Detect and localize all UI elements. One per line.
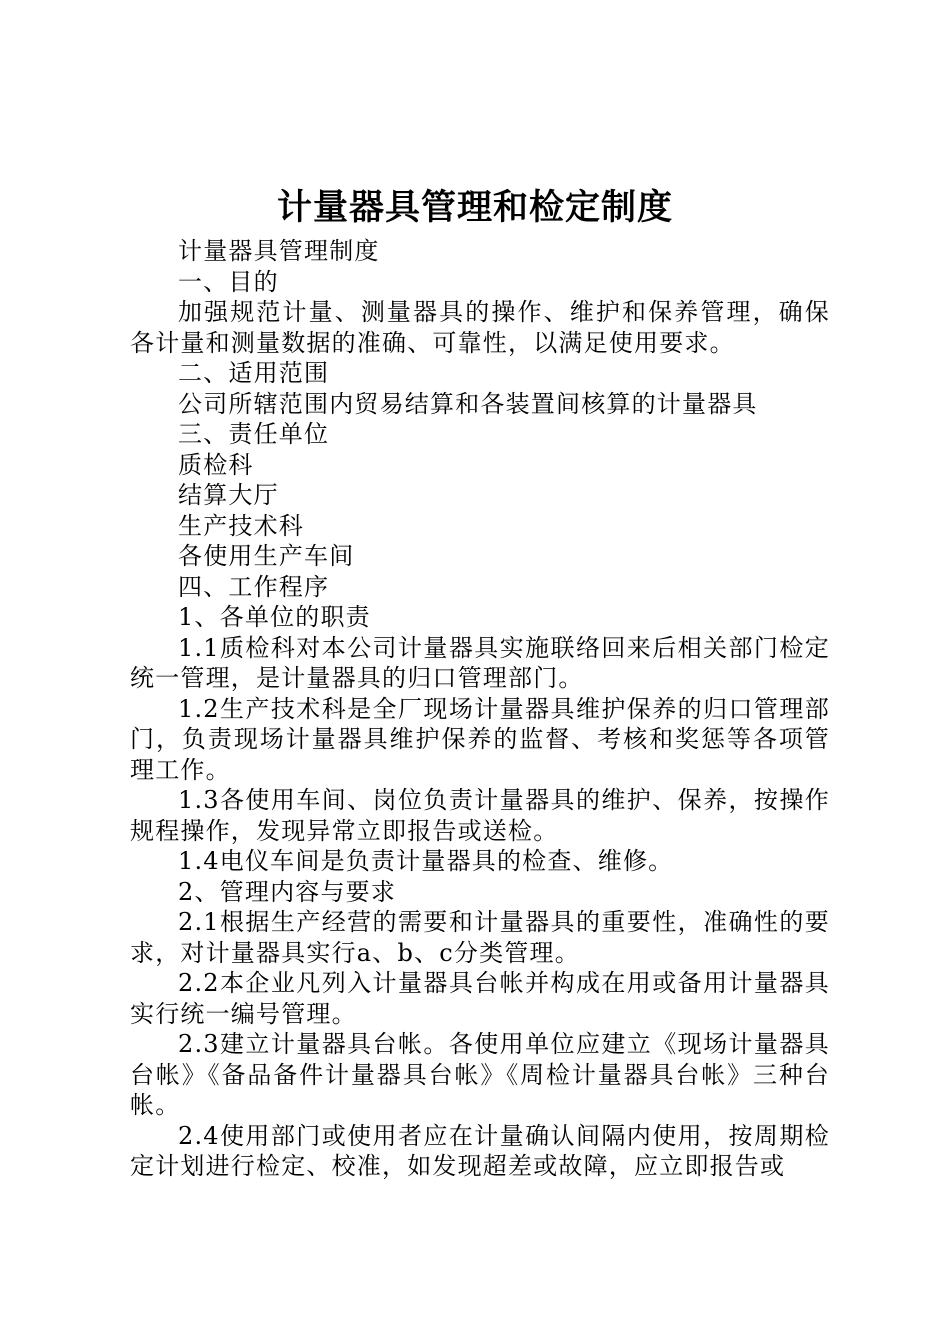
paragraph: 1.2生产技术科是全厂现场计量器具维护保养的归口管理部门，负责现场计量器具维护保养的监督、考核和奖惩等各项管理工作。 [130, 694, 830, 784]
paragraph: 四、工作程序 [178, 572, 330, 601]
paragraph: 2.3建立计量器具台帐。各使用单位应建立《现场计量器具台帐》《备品备件计量器具台帐》《周检计量器具台帐》三种台帐。 [130, 1030, 830, 1119]
document-body [130, 236, 830, 1182]
paragraph: 质检科 [178, 450, 254, 479]
paragraph: 二、适用范围 [178, 359, 330, 387]
paragraph: 三、责任单位 [178, 420, 330, 448]
paragraph: 2.4使用部门或使用者应在计量确认间隔内使用，按周期检定计划进行检定、校准，如发现超差或故障，应立即报告或 [130, 1121, 830, 1180]
paragraph: 公司所辖范围内贸易结算和各装置间核算的计量器具 [178, 389, 758, 418]
paragraph: 2.2本企业凡列入计量器具台帐并构成在用或备用计量器具实行统一编号管理。 [130, 969, 830, 1028]
paragraph: 1.1质检科对本公司计量器具实施联络回来后相关部门检定统一管理，是计量器具的归口管理部门。 [130, 633, 830, 692]
paragraph: 1.4电仪车间是负责计量器具的检查、维修。 [178, 847, 674, 875]
paragraph: 2.1根据生产经营的需要和计量器具的重要性，准确性的要求，对计量器具实行a、b、c分类管理。 [130, 908, 830, 967]
document-title: 计量器具管理和检定制度 [276, 187, 673, 228]
paragraph: 2、管理内容与要求 [178, 877, 397, 906]
paragraph: 1.3各使用车间、岗位负责计量器具的维护、保养，按操作规程操作，发现异常立即报告或送检。 [130, 786, 830, 845]
paragraph: 加强规范计量、测量器具的操作、维护和保养管理，确保各计量和测量数据的准确、可靠性，以满足使用要求。 [130, 298, 830, 357]
paragraph: 一、目的 [178, 267, 279, 296]
paragraph: 生产技术科 [178, 511, 304, 540]
paragraph: 各使用生产车间 [178, 542, 355, 570]
paragraph: 计量器具管理制度 [178, 237, 380, 265]
paragraph: 结算大厅 [178, 481, 279, 509]
paragraph: 1、各单位的职责 [178, 603, 371, 631]
